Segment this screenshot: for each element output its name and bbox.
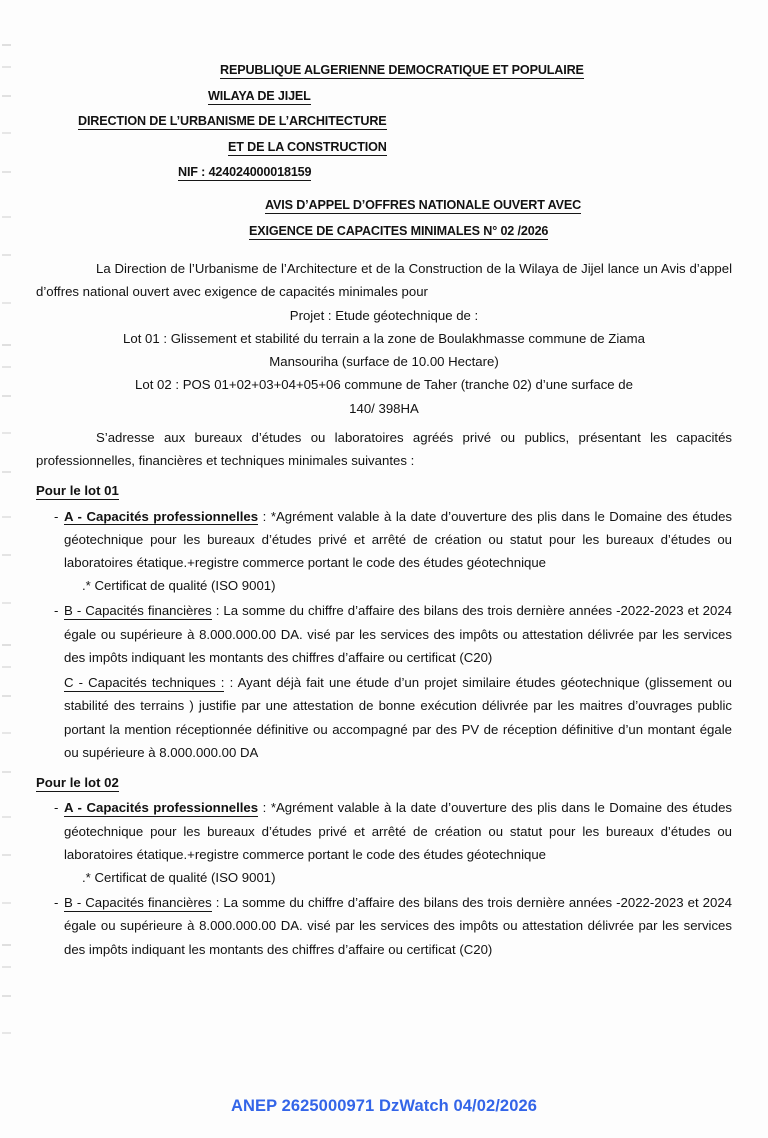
letterhead-line-direction	[0, 115, 768, 128]
letterhead-line-republic	[0, 64, 768, 77]
lot-02-item-b-content	[64, 891, 732, 961]
letterhead-line-nif	[0, 166, 768, 179]
lot-01-heading-text: Pour le lot 01	[36, 483, 119, 499]
intro-paragraph: La Direction de l’Urbanisme de l’Architecture et de la Construction de la Wilaya de Jijel lance un Avis d’appel d’offres national ouvert avec exigence de capacités minimales pour	[36, 261, 732, 300]
notice-title-line-1-text: AVIS D’APPEL D’OFFRES NATIONALE OUVERT AVEC	[265, 197, 582, 212]
bullet-dash-icon: -	[54, 800, 59, 816]
document-body	[0, 257, 768, 961]
lot-02-heading	[36, 771, 732, 794]
lot-02-item-a-content	[64, 796, 732, 866]
lot-01-item-a-sub: .* Certificat de qualité (ISO 9001)	[82, 578, 276, 594]
lot-01-item-a	[36, 505, 732, 575]
bullet-dash-placeholder-icon	[54, 671, 64, 764]
lot-01-item-b-content	[64, 599, 732, 669]
bullet-dash-icon: -	[54, 603, 59, 619]
letterhead-line-wilaya	[0, 90, 768, 103]
bullet-dash-icon: -	[54, 508, 59, 524]
lot-01-item-b-label: B - Capacités financières	[64, 603, 212, 619]
lot-02-item-b-label: B - Capacités financières	[64, 895, 212, 911]
anep-footer: ANEP 2625000971 DzWatch 04/02/2026	[230, 1097, 538, 1115]
lot-01-item-a-label: A - Capacités professionnelles	[64, 508, 259, 524]
lot-01-item-b	[36, 599, 732, 669]
lot-02-item-b	[36, 891, 732, 961]
letterhead-line-construction	[0, 141, 768, 154]
letterhead-line-nif-text: NIF : 424024000018159	[178, 165, 312, 180]
project-lot-02-line-1: Lot 02 : POS 01+02+03+04+05+06 commune de Taher (tranche 02) d’une surface de	[135, 377, 633, 393]
project-lot-01-line-2: Mansouriha (surface de 10.00 Hectare)	[269, 354, 499, 370]
bullet-dash-icon: -	[54, 895, 59, 911]
lot-01-item-c-label: C - Capacités techniques :	[64, 675, 225, 691]
letterhead	[0, 0, 768, 237]
lot-02-item-a-sub: .* Certificat de qualité (ISO 9001)	[82, 870, 276, 886]
project-label: Projet : Etude géotechnique de :	[289, 307, 479, 323]
lot-02-item-a-text: : *Agrément valable à la date d’ouverture des plis dans le Domaine des études géotechnique pour les bureaux d’études privé et arrêté de création ou statut pour les bureaux d’études ou laboratoires étatique.+registre commerce portant le code des études géotechnique	[64, 800, 732, 862]
letterhead-line-republic-text: REPUBLIQUE ALGERIENNE DEMOCRATIQUE ET POPULAIRE	[220, 63, 584, 77]
lot-02-item-a-label: A - Capacités professionnelles	[64, 800, 259, 816]
lot-01-item-c-content	[64, 671, 732, 764]
lot-01-item-a-content	[64, 505, 732, 575]
notice-title-line-2-text: EXIGENCE DE CAPACITES MINIMALES N° 02 /2026	[249, 223, 549, 238]
lot-02-heading-text: Pour le lot 02	[36, 775, 119, 791]
lot-01-item-b-text: : La somme du chiffre d’affaire des bilans des trois dernière années -2022-2023 et 2024 égale ou supérieure à 8.000.000.00 DA. visé par les services des impôts ou attestation délivrée par les services des impôts indiquant les montants des chiffres d’affaire ou certificat (C20)	[64, 603, 732, 665]
lot-02-item-a	[36, 796, 732, 866]
letterhead-line-construction-text: ET DE LA CONSTRUCTION	[228, 139, 387, 154]
project-lot-01-line-1: Lot 01 : Glissement et stabilité du terrain a la zone de Boulakhmasse commune de Ziama	[123, 330, 645, 346]
project-lot-02-line-2: 140/ 398HA	[349, 400, 419, 416]
lot-01-heading	[36, 479, 732, 502]
lot-01-item-c-text: : Ayant déjà fait une étude d’un projet similaire études géotechnique (glissement ou stabilité des terrains ) justifie par une attestation de bonne exécution délivrée par les maitres d’ouvrages public portant la mention réceptionnée définitive ou accompagné par des PV de réception définitive d’un montant égale ou supérieure à 8.000.000.00 DA	[64, 675, 732, 760]
lot-02-item-b-text: : La somme du chiffre d’affaire des bilans des trois dernière années -2022-2023 et 2024 égale ou supérieure à 8.000.000.00 DA. visé par les services des impôts ou attestation délivrée par les services des impôts indiquant les montants des chiffres d’affaire ou certificat (C20)	[64, 895, 732, 957]
notice-title-line-2	[0, 225, 768, 238]
lot-01-item-a-text: : *Agrément valable à la date d’ouverture des plis dans le Domaine des études géotechnique pour les bureaux d’études privé et arrêté de création ou statut pour les bureaux d’études ou laboratoires étatique.+registre commerce portant le code des études géotechnique	[64, 508, 732, 570]
notice-title-line-1	[0, 199, 768, 212]
addressee-paragraph: S’adresse aux bureaux d’études ou laboratoires agréés privé ou publics, présentant les capacités professionnelles, financières et techniques minimales suivantes :	[36, 429, 732, 469]
lot-01-item-c	[36, 671, 732, 764]
letterhead-line-wilaya-text: WILAYA DE JIJEL	[208, 88, 311, 103]
letterhead-line-direction-text: DIRECTION DE L’URBANISME DE L’ARCHITECTURE	[78, 114, 387, 129]
